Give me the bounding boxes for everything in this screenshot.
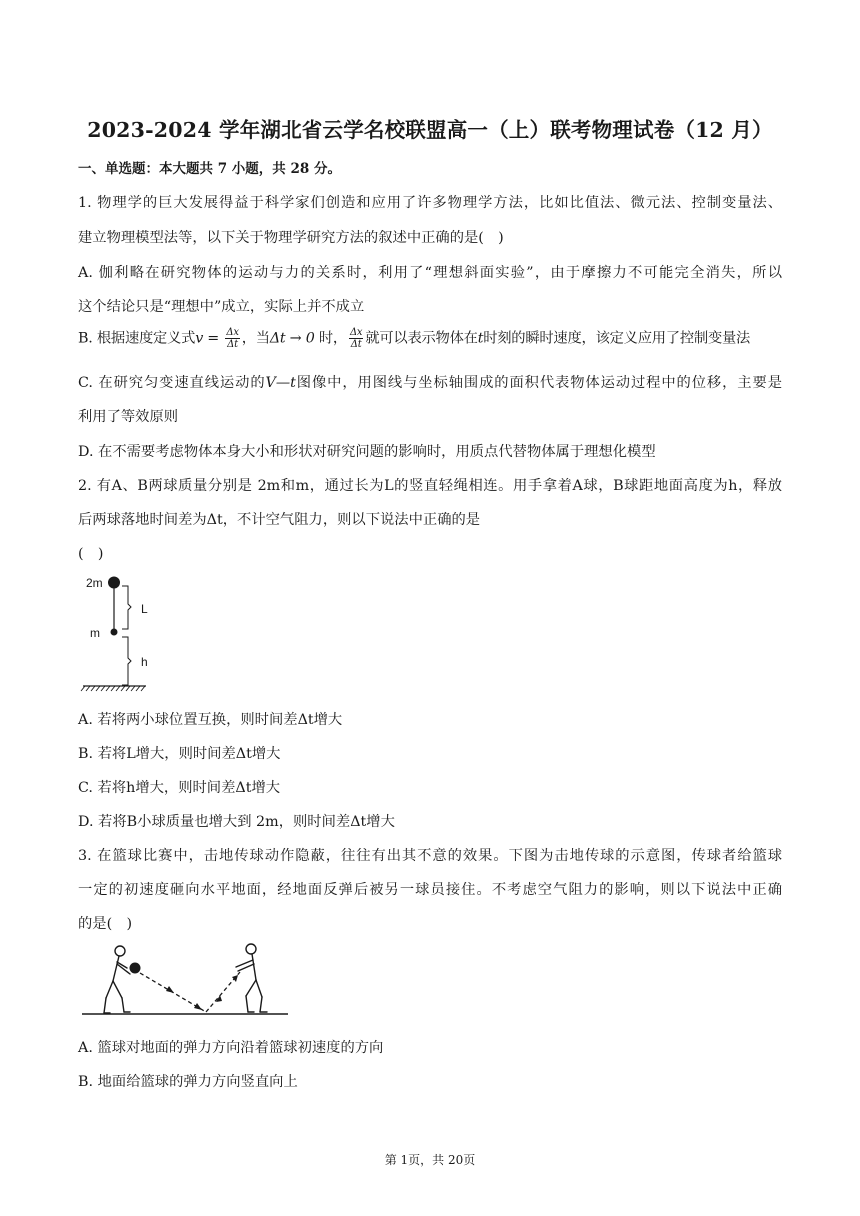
q1-option-b-fraction-2: [349, 327, 363, 350]
page-title: 2023-2024 学年湖北省云学名校联盟高一（上）联考物理试卷（12 月）: [87, 118, 773, 142]
arrowhead-icon: [166, 975, 238, 1010]
page-footer: 第 1页，共 20页: [384, 1153, 476, 1167]
q1-option-b-eq: =: [203, 330, 224, 347]
brace-l-icon: [122, 586, 131, 629]
ground-hatch-icon: [81, 686, 145, 691]
figure-label-h: h: [141, 655, 148, 669]
receiver-figure-icon: [236, 944, 267, 1012]
q1-option-b-mid3: 就可以表示物体在: [365, 330, 478, 347]
q1-option-b: [78, 327, 750, 350]
q2-answer-paren: ( ): [78, 546, 104, 562]
ball-a: [108, 577, 120, 589]
q1-option-b-mid2: 时，: [314, 330, 347, 347]
q3-stem-line3: 的是( ): [78, 916, 133, 932]
q1-option-b-v: v: [195, 330, 204, 347]
fraction-denominator: Δt: [227, 339, 238, 350]
q1-option-a-line2: 这个结论只是“理想中”成立，实际上并不成立: [78, 299, 365, 315]
q3-stem-line1: 3. 在篮球比赛中，击地传球动作隐蔽，往往有出其不意的效果。下图为击地传球的示意图，传球者给篮球: [78, 848, 782, 864]
basketball-icon: [130, 963, 141, 974]
q2-option-a: A. 若将两小球位置互换，则时间差Δt增大: [78, 712, 343, 728]
q1-option-c-prefix: C. 在研究匀变速直线运动的: [78, 375, 266, 391]
q1-option-b-fraction: [225, 327, 239, 350]
ball-path-dashed: [140, 972, 240, 1012]
q1-option-a-line1: A. 伽利略在研究物体的运动与力的关系时，利用了“理想斜面实验”，由于摩擦力不可能完全消失，所以: [78, 265, 782, 281]
q2-option-c: C. 若将h增大，则时间差Δt增大: [78, 780, 281, 796]
q2-option-b: B. 若将L增大，则时间差Δt增大: [78, 746, 281, 762]
q2-stem-line2: 后两球落地时间差为Δt，不计空气阻力，则以下说法中正确的是: [78, 512, 481, 528]
figure-label-m: m: [90, 626, 100, 640]
q3-option-b: B. 地面给篮球的弹力方向竖直向上: [78, 1074, 298, 1090]
ball-b: [111, 629, 118, 636]
q1-stem-line1: 1. 物理学的巨大发展得益于科学家们创造和应用了许多物理学方法，比如比值法、微元法、控制变量法、: [78, 195, 782, 211]
q2-figure-rope-balls: [80, 570, 180, 694]
q1-option-c-vt: V—t: [265, 375, 296, 391]
passer-figure-icon: [104, 946, 130, 1013]
q1-stem-line2: 建立物理模型法等，以下关于物理学研究方法的叙述中正确的是( ): [78, 230, 504, 246]
q3-figure-bounce-pass: [80, 940, 290, 1020]
brace-h-icon: [122, 637, 131, 685]
fraction-numerator: Δx: [226, 327, 239, 338]
q1-option-b-condition: Δt → 0: [269, 330, 315, 347]
section-heading: 一、单选题：本大题共 7 小题，共 28 分。: [78, 161, 341, 177]
q3-stem-line2: 一定的初速度砸向水平地面，经地面反弹后被另一球员接住。不考虑空气阻力的影响，则以下说法中正确: [78, 882, 782, 898]
q2-option-d: D. 若将B小球质量也增大到 2m，则时间差Δt增大: [78, 814, 395, 830]
q1-option-b-end: 时刻的瞬时速度，该定义应用了控制变量法: [483, 330, 751, 347]
q1-option-c-post: 图像中，用图线与坐标轴围成的面积代表物体运动过程中的位移，主要是: [295, 375, 782, 391]
fraction-denominator: Δt: [350, 339, 362, 350]
q1-option-b-t: t: [477, 330, 484, 347]
q1-option-b-mid1: ，当: [241, 330, 270, 347]
figure-label-L: L: [141, 602, 148, 616]
q1-option-c-line1: [78, 372, 782, 392]
q2-stem-line1: 2. 有A、B两球质量分别是 2m和m，通过长为L的竖直轻绳相连。用手拿着A球，B球距地面高度为h，释放: [78, 478, 782, 494]
q1-option-b-prefix: B. 根据速度定义式: [78, 330, 196, 347]
figure-label-2m: 2m: [86, 576, 103, 590]
q1-option-c-line2: 利用了等效原则: [78, 409, 179, 425]
fraction-numerator: Δx: [349, 327, 363, 338]
q3-option-a: A. 篮球对地面的弹力方向沿着篮球初速度的方向: [78, 1040, 384, 1056]
q1-option-d: D. 在不需要考虑物体本身大小和形状对研究问题的影响时，用质点代替物体属于理想化模型: [78, 444, 656, 460]
